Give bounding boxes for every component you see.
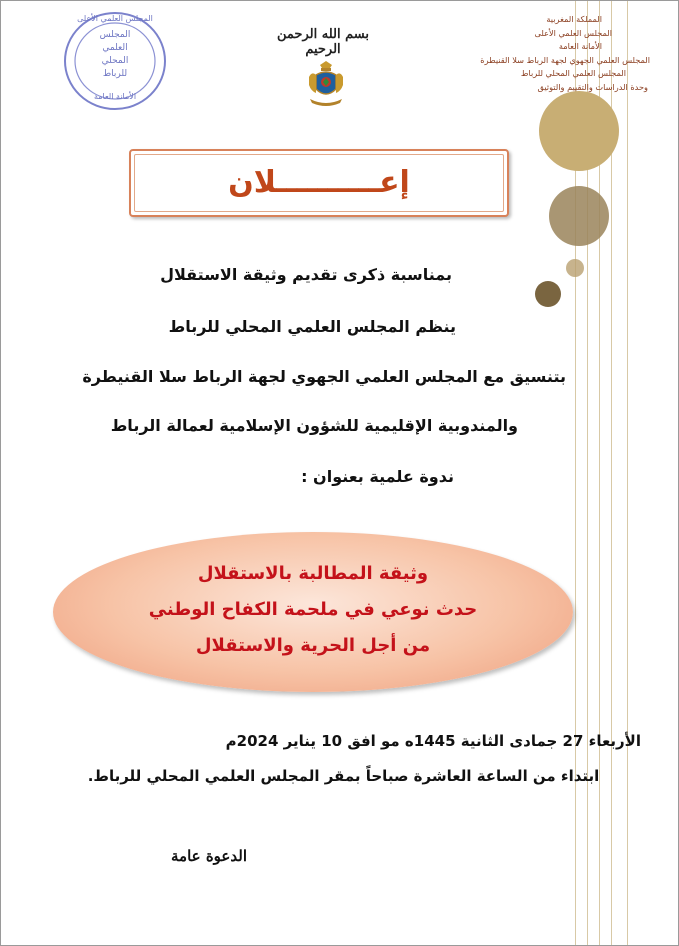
intro-line-3: بتنسيق مع المجلس العلمي الجهوي لجهة الرباط سلا القنيطرة	[82, 367, 566, 386]
event-date: الأربعاء 27 جمادى الثانية 1445ه مو افق 10 يناير 2024م	[225, 732, 641, 750]
header-line: المملكة المغربية	[546, 14, 602, 24]
event-time-place: ابتداء من الساعة العاشرة صباحاً بمقر المجلس العلمي المحلي للرباط.	[87, 767, 600, 785]
decor-line	[627, 1, 628, 945]
decor-circle-large	[539, 91, 619, 171]
stamp-text: المجلس	[99, 30, 131, 40]
official-stamp	[61, 9, 169, 113]
public-invitation-note: الدعوة عامة	[171, 847, 247, 865]
decor-circle-small	[535, 281, 561, 307]
seminar-title-oval	[53, 532, 573, 692]
intro-line-5: ندوة علمية بعنوان :	[301, 467, 454, 486]
header-line: المجلس العلمي المحلي للرباط	[520, 68, 626, 78]
seminar-title-line-1: وثيقة المطالبة بالاستقلال	[197, 563, 429, 584]
header-line: المجلس العلمي الأعلى	[534, 27, 612, 38]
seminar-title-line-2: حدث نوعي في ملحمة الكفاح الوطني	[148, 599, 478, 620]
decor-circle-medium	[549, 186, 609, 246]
royal-emblem-icon	[306, 61, 346, 107]
intro-line-1: بمناسبة ذكرى تقديم وثيقة الاستقلال	[160, 265, 452, 284]
stamp-text: العلمي	[102, 43, 128, 53]
intro-line-4: والمندوبية الإقليمية للشؤون الإسلامية لعمالة الرباط	[110, 416, 518, 435]
stamp-text: المجلس العلمي الأعلى	[77, 14, 153, 23]
stamp-text: للرباط	[102, 69, 128, 79]
header-line: وحدة الدراسات والتقييم والتوثيق	[537, 81, 648, 92]
header-line: المجلس العلمي الجهوي لجهة الرباط سلا القنيطرة	[480, 54, 650, 65]
announcement-title-box	[129, 149, 509, 217]
stamp-text: المحلي	[101, 56, 129, 66]
basmala-calligraphy: بسم الله الرحمن الرحيم	[277, 27, 369, 57]
decor-circle-tiny	[566, 259, 584, 277]
header-line: الأمانة العامة	[558, 41, 602, 51]
stamp-text: الأمانة العامة	[93, 92, 137, 101]
institution-header	[472, 13, 650, 94]
announcement-title: إعــــــــــلان	[228, 165, 410, 200]
intro-line-2: ينظم المجلس العلمي المحلي للرباط	[168, 317, 456, 336]
seminar-title-line-3: من أجل الحرية والاستقلال	[195, 635, 431, 656]
